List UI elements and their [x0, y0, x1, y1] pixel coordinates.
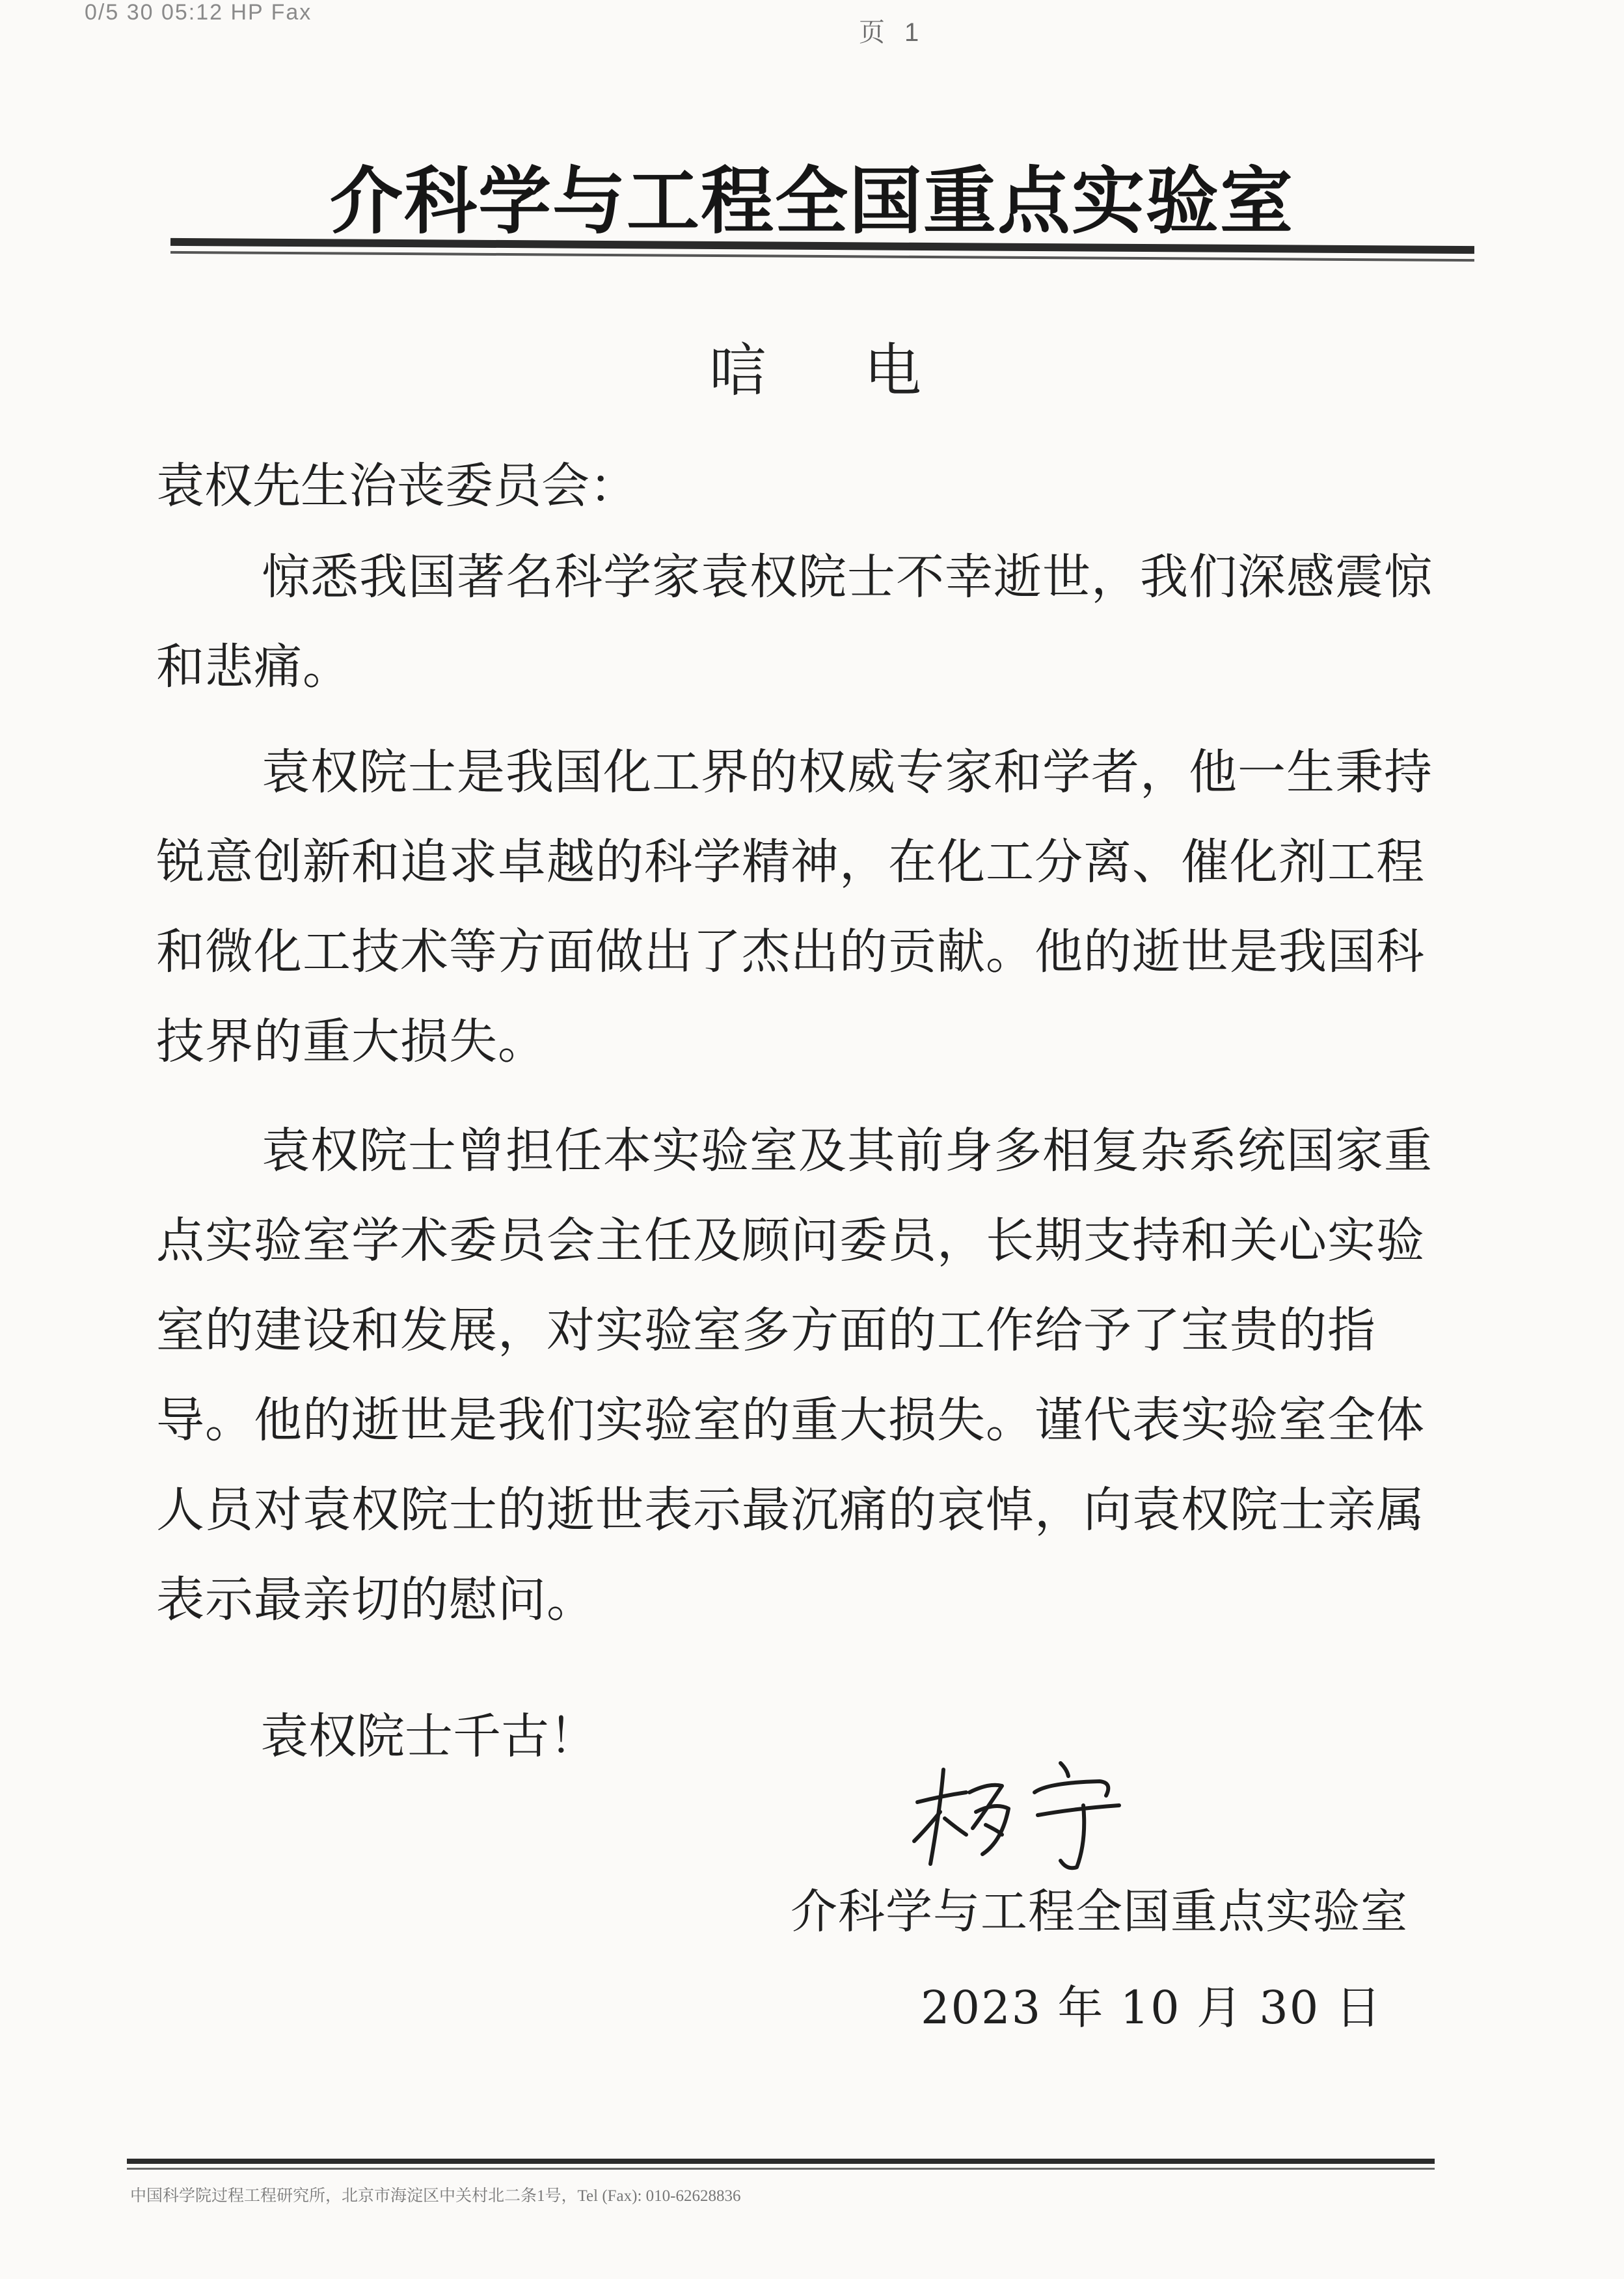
letterhead-title: 介科学与工程全国重点实验室 [330, 159, 1294, 244]
closing-line: 袁权院士千古！ [260, 1708, 597, 1764]
letterhead-rule-thin [170, 251, 1474, 262]
paragraph-2: 袁权院士是我国化工界的权威专家和学者，他一生秉持锐意创新和追求卓越的科学精神，在化工分离、催化剂工程和微化工技术等方面做出了杰出的贡献。他的逝世是我国科技界的重大损失。 [156, 744, 1433, 1070]
page-label: 页 [859, 18, 885, 47]
page-indicator [859, 12, 919, 49]
fax-header: 0/5 30 05:12 HP Fax [85, 0, 312, 25]
footer-rule [127, 2159, 1435, 2164]
document-title: 唁电 [709, 337, 1020, 404]
paragraph-3: 袁权院士曾担任本实验室及其前身多相复杂系统国家重点实验室学术委员会主任及顾问委员，长期支持和关心实验室的建设和发展，对实验室多方面的工作给予了宝贵的指导。他的逝世是我们实验室的重大损失。谨代表实验室全体人员对袁权院士的逝世表示最沉痛的哀悼，向袁权院士亲属表示最亲切的慰问。 [156, 1123, 1433, 1628]
signature-organization: 介科学与工程全国重点实验室 [791, 1884, 1409, 1939]
addressee: 袁权先生治丧委员会： [156, 458, 638, 514]
page-number: 1 [904, 18, 919, 47]
footer-rule-thin [127, 2168, 1435, 2170]
handwritten-signature [904, 1757, 1139, 1874]
paragraph-1: 惊悉我国著名科学家袁权院士不幸逝世，我们深感震惊和悲痛。 [156, 549, 1433, 695]
signature-date: 2023 年 10 月 30 日 [921, 1981, 1383, 2034]
footer-contact: 中国科学院过程工程研究所，北京市海淀区中关村北二条1号，Tel (Fax): 010-62628836 [130, 2187, 741, 2205]
